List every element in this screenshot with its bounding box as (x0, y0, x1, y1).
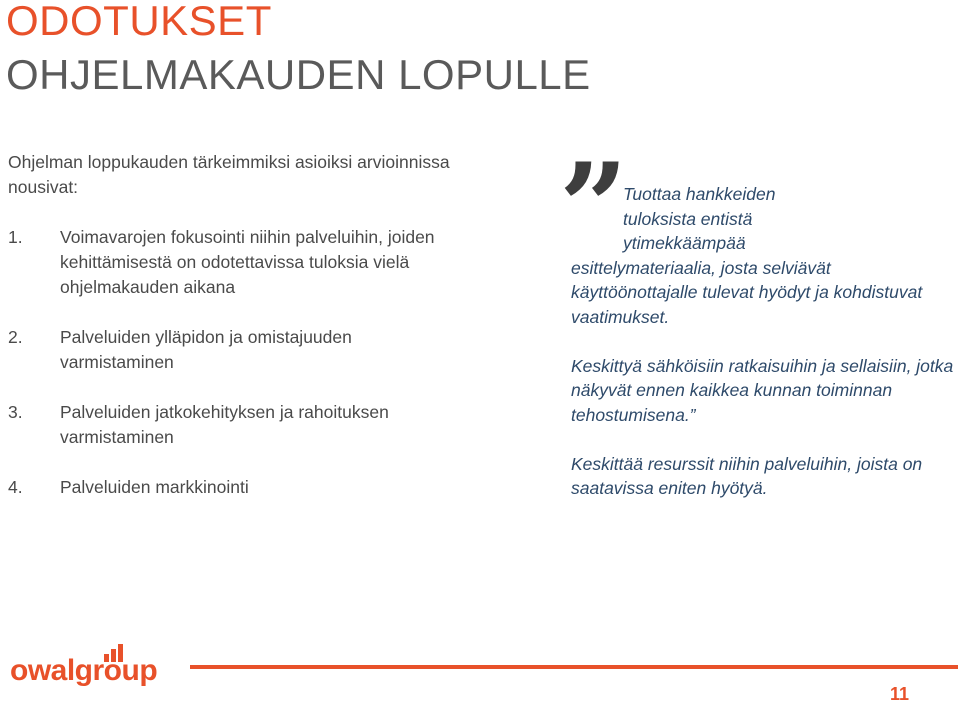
list-item-number: 3. (8, 402, 23, 422)
footer-divider (190, 665, 958, 669)
slide-title-line1: ODOTUKSET (6, 0, 272, 44)
quote-1 (571, 182, 956, 329)
quote-1-line3: ytimekkäämpää (623, 233, 746, 253)
intro-text: Ohjelman loppukauden tärkeimmiksi asioiksi arvioinnissa nousivat: (8, 152, 450, 197)
list-item-text: Palveluiden markkinointi (60, 477, 249, 497)
quote-3: Keskittää resurssit niihin palveluihin, joista on saatavissa eniten hyötyä. (571, 453, 923, 498)
quote-1-rest: esittelymateriaalia, josta selviävät käyttöönottajalle tulevat hyödyt ja kohdistuvat vaatimukset. (571, 257, 923, 327)
list-item (8, 225, 458, 300)
company-logo (10, 642, 180, 692)
slide-title-line2: OHJELMAKAUDEN LOPULLE (6, 51, 591, 98)
quote-2: Keskittyä sähköisiin ratkaisuihin ja sellaisiin, jotka näkyvät ennen kaikkea kunnan toiminnan tehostumisena.” (571, 355, 954, 425)
logo-text: owalgroup (10, 654, 158, 687)
page-number: 11 (890, 684, 910, 704)
list-item-text: Palveluiden ylläpidon ja omistajuuden varmistaminen (60, 327, 352, 372)
list-item (8, 400, 458, 450)
list-item-number: 4. (8, 477, 23, 497)
quote-1-line1: Tuottaa hankkeiden (623, 184, 776, 204)
list-item-number: 2. (8, 327, 23, 347)
quote-mark-icon: ” (559, 137, 629, 278)
quote-1-line2: tuloksista entistä (623, 208, 753, 229)
list-item-number: 1. (8, 227, 23, 247)
left-column (8, 150, 458, 525)
list-item-text: Voimavarojen fokusointi niihin palveluihin, joiden kehittämisestä on odotettavissa tuloksia vielä ohjelmakauden aikana (60, 227, 435, 297)
list-item-text: Palveluiden jatkokehityksen ja rahoituksen varmistaminen (60, 402, 389, 447)
list-item (8, 475, 458, 500)
quote-column (571, 182, 956, 525)
list-item (8, 325, 458, 375)
